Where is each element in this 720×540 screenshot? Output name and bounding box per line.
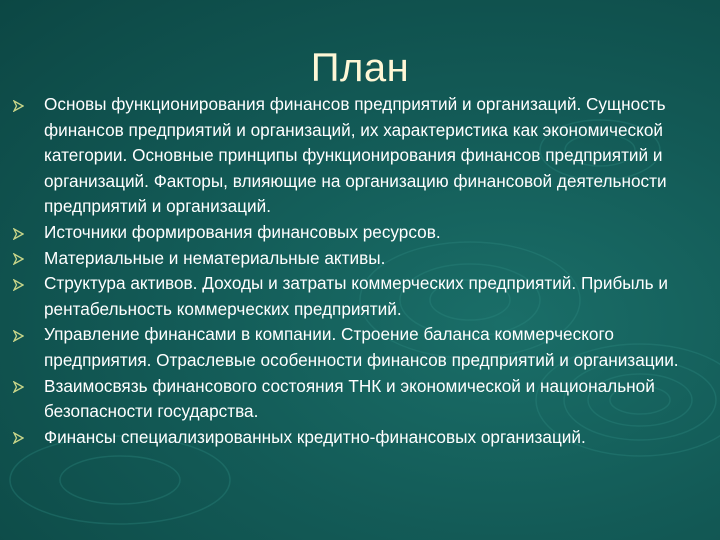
list-item (0, 92, 720, 220)
slide-title: План (310, 46, 410, 90)
list-item (0, 271, 720, 322)
list-item-text: Материальные и нематериальные активы. (44, 247, 386, 268)
list-item (0, 322, 720, 373)
arrow-bullet-icon (13, 374, 24, 400)
list-item-text: Управление финансами в компании. Строение баланса коммерческого предприятия. Отраслевые особенности финансов предприятий и организации. (44, 324, 679, 370)
arrow-bullet-icon (13, 220, 24, 246)
list-item-text: Источники формирования финансовых ресурсов. (44, 221, 441, 242)
list-item-text: Взаимосвязь финансового состояния ТНК и экономической и национальной безопасности государства. (44, 375, 655, 422)
list-item (0, 246, 720, 272)
list-item (0, 425, 720, 451)
list-item-text: Структура активов. Доходы и затраты коммерческих предприятий. Прибыль и рентабельность коммерческих предприятий. (44, 273, 669, 319)
list-item-text: Финансы специализированных кредитно-финансовых организаций. (44, 426, 586, 447)
arrow-bullet-icon (13, 271, 24, 297)
arrow-bullet-icon (13, 92, 24, 118)
arrow-bullet-icon (13, 246, 24, 272)
arrow-bullet-icon (13, 322, 24, 348)
list-item (0, 374, 720, 425)
list-item-text: Основы функционирования финансов предприятий и организаций. Сущность финансов предприятий и организаций, их характеристика как экономической категории. Основные принципы функционирования финансов предприятий и организаций. Факторы, влияющие на организацию финансовой деятельности предприятий и организаций. (44, 94, 667, 217)
topic-list (0, 92, 720, 450)
list-item (0, 220, 720, 246)
arrow-bullet-icon (13, 425, 24, 451)
